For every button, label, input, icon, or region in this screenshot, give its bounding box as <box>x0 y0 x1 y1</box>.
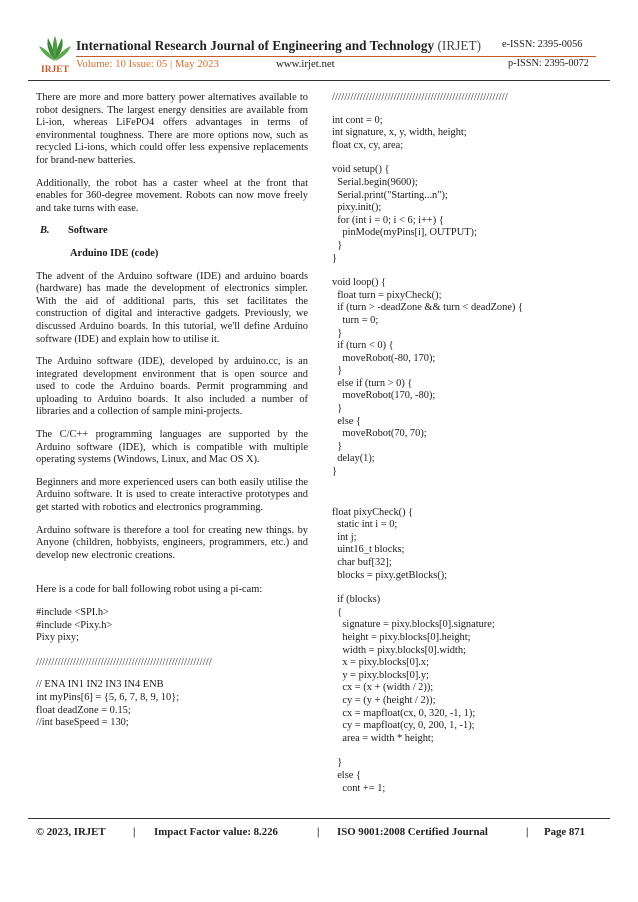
paragraph-code-intro: Here is a code for ball following robot using a pi-cam: <box>36 584 263 596</box>
code-blocks-branch: if (blocks) { signature = pixy.blocks[0].signature; height = pixy.blocks[0].height; width = pixy.blocks[0].width; x = pixy.blocks[0].x; y = pixy.blocks[0].y; cx = (x + (width / 2)); cy = (y + (height / 2)); cx = mapfloat(cx, 0, 320, -1, 1); cy = mapfloat(cy, 0, 200, 1, -1); area = width * height; <box>337 594 495 744</box>
e-issn: e-ISSN: 2395-0056 <box>502 39 583 50</box>
footer-impact-factor: Impact Factor value: 8.226 <box>154 826 278 838</box>
irjet-logo-icon <box>37 34 73 74</box>
spacer <box>36 572 308 584</box>
subsection-heading-arduino-ide: Arduino IDE (code) <box>70 247 159 259</box>
code-setup: void setup() { Serial.begin(9600); Serial.print("Starting...n"); pixy.init(); for (int i = 0; i < 6; i++) { pinMode(myPins[i], OUTPUT); } } <box>332 164 477 264</box>
code-comment-divider: ///////////////////////////////////////////////////////// <box>332 92 508 103</box>
footer-divider <box>28 818 610 819</box>
p-issn: p-ISSN: 2395-0072 <box>508 58 589 69</box>
website-link[interactable]: www.irjet.net <box>276 58 335 70</box>
code-pixy-check: float pixyCheck() { static int i = 0; int j; uint16_t blocks; char buf[32]; blocks = pixy.getBlocks(); <box>332 506 448 581</box>
spacer <box>36 645 308 657</box>
paragraph-battery: There are more and more battery power alternatives available to robot designers. The largest energy densities are available from Li-ion, whereas LiFePO4 offers advantages in terms of environmental toughness. There are more options now, such as recycled Li-ions, which could offer less expensive replacements for brand-new batteries. <box>36 92 308 166</box>
header-divider <box>28 80 610 81</box>
spacer <box>332 265 604 277</box>
footer-iso: ISO 9001:2008 Certified Journal <box>337 826 488 838</box>
paragraph-arduino-ide: The Arduino software (IDE), developed by arduino.cc, is an integrated development environment that is open source and used to code the Arduino boards. Permit programming and uploading to Arduino boards. It also included a number of libraries and a collection of sample mini-projects. <box>36 356 308 418</box>
footer-separator: | <box>526 826 529 838</box>
left-column <box>36 92 308 730</box>
footer-separator: | <box>133 826 136 838</box>
code-pin-config: // ENA IN1 IN2 IN3 IN4 ENB int myPins[6] = {5, 6, 7, 8, 9, 10}; float deadZone = 0.15; //int baseSpeed = 130; <box>36 679 180 729</box>
svg-text:IRJET: IRJET <box>41 65 69 74</box>
footer-separator: | <box>317 826 320 838</box>
right-column <box>332 92 604 795</box>
code-loop: void loop() { float turn = pixyCheck(); if (turn > -deadZone && turn < deadZone) { turn = 0; } if (turn < 0) { moveRobot(-80, 170); } else if (turn > 0) { moveRobot(170, -80); } else { moveRobot(70, 70); } delay(1); } <box>332 277 523 478</box>
paragraph-caster-wheel: Additionally, the robot has a caster wheel at the front that enables for 360-degree movement. Robots can now move freely and take turns with ease. <box>36 177 308 214</box>
code-else-branch: } else { cont += 1; <box>337 757 386 794</box>
spacer <box>332 152 604 164</box>
journal-title: International Research Journal of Engineering and Technology (IRJET) <box>76 38 482 53</box>
spacer <box>332 745 604 757</box>
journal-abbrev: (IRJET) <box>437 38 482 53</box>
section-label: B. <box>40 225 50 237</box>
footer-page-number: Page 871 <box>544 826 586 838</box>
code-comment-divider: ///////////////////////////////////////////////////////// <box>36 656 212 668</box>
page-header <box>0 0 638 84</box>
code-variables: int cont = 0; int signature, x, y, width, height; float cx, cy, area; <box>332 114 467 151</box>
footer-copyright: © 2023, IRJET <box>36 826 106 838</box>
paragraph-arduino-advent: The advent of the Arduino software (IDE) and arduino boards (hardware) has made the development of electronics simpler. With the aid of additional parts, this set facilitates the construction of digital and interactive gadgets. Previously, we discussed Arduino boards. In this tutorial, we'll define Arduino software (IDE) and explain how to utilise it. <box>36 270 308 345</box>
code-includes: #include <SPI.h> #include <Pixy.h> Pixy pixy; <box>36 607 113 644</box>
section-heading-software <box>36 225 308 238</box>
volume-issue: Volume: 10 Issue: 05 | May 2023 <box>76 58 219 70</box>
paragraph-tool: Arduino software is therefore a tool for creating new things. by Anyone (children, hobbyists, engineers, programmers, etc.) and develop new electronic creations. <box>36 524 308 561</box>
section-title: Software <box>68 225 108 237</box>
paragraph-cpp-support: The C/C++ programming languages are supported by the Arduino software (IDE), which is compatible with multiple operating systems (Windows, Linux, and Mac OS X). <box>36 429 308 466</box>
spacer <box>332 479 604 507</box>
paragraph-users: Beginners and more experienced users can both easily utilise the Arduino software. It is used to create interactive prototypes and get started with robotics and electronics programming. <box>36 476 308 514</box>
header-accent-line <box>76 56 596 57</box>
spacer <box>332 582 604 594</box>
